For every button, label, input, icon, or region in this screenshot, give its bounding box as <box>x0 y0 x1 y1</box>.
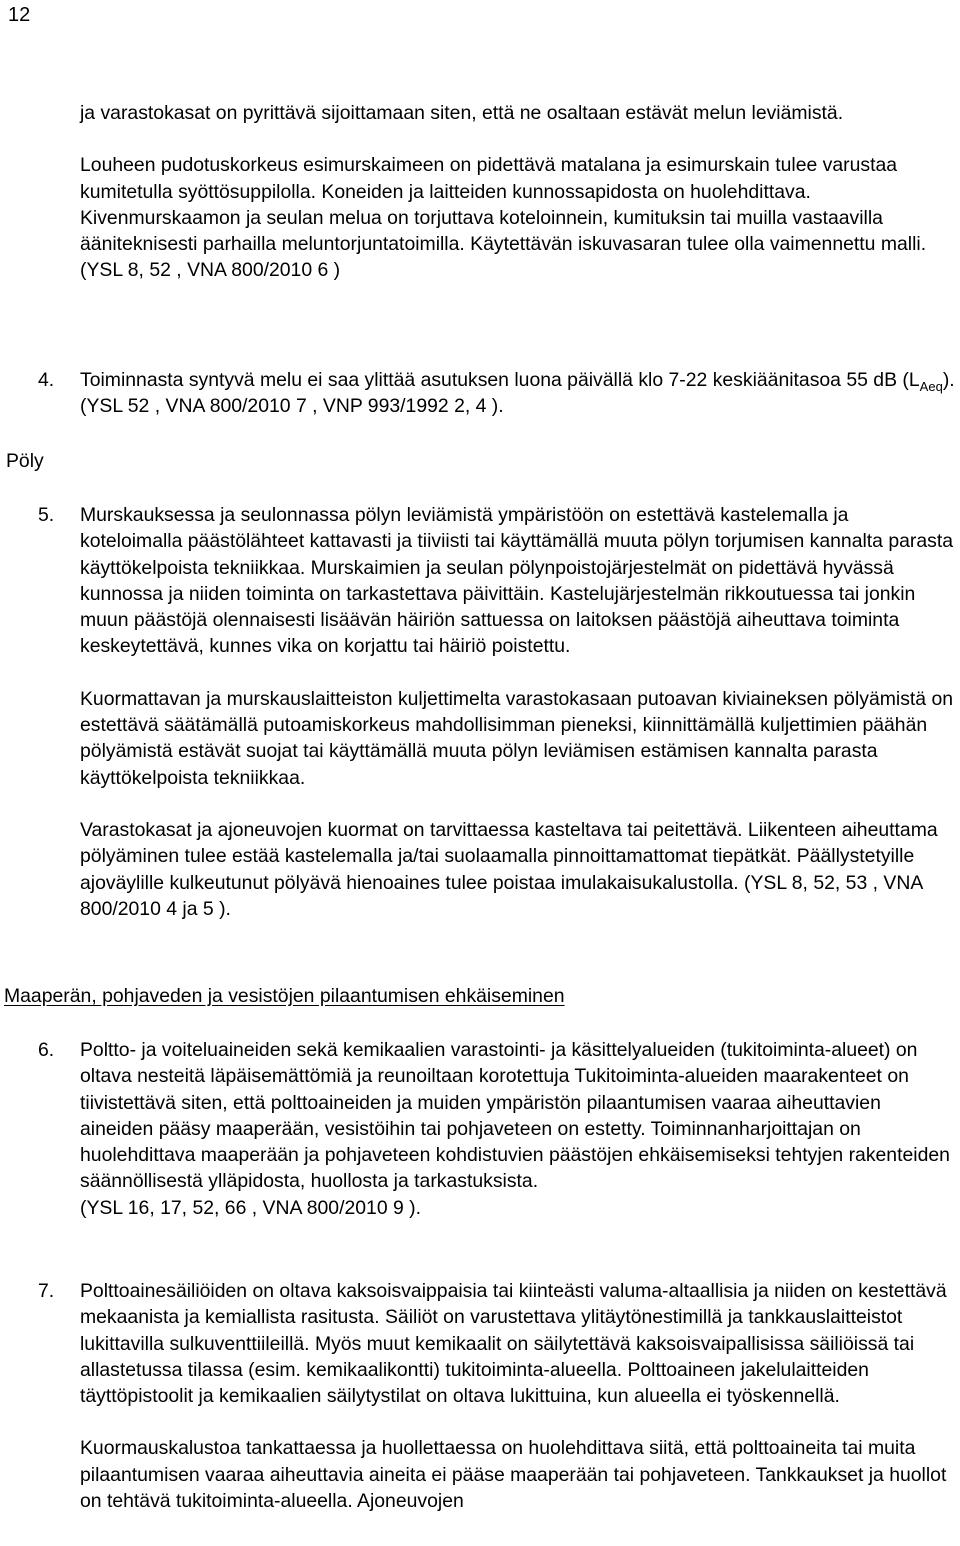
item-5-paragraph-3: Varastokasat ja ajoneuvojen kuormat on tarvittaessa kasteltava tai peitettävä. Liikenteen aiheuttama pölyäminen tulee estää kastelemalla ja/tai suolaamalla pinnoittamattomat tiepätkät. Päällystetyille ajoväylille kulkeutunut pölyävä hienoaines tulee poistaa imulakaisukalustolla. (YSL 8, 52, 53 , VNA 800/2010 4 ja 5 ). <box>80 818 938 920</box>
list-item-4 <box>38 367 956 420</box>
item-6-reference: (YSL 16, 17, 52, 66 , VNA 800/2010 9 ). <box>80 1196 422 1219</box>
item-7-paragraph-2: Kuormauskalustoa tankattaessa ja huollettaessa on huolehdittava siitä, että polttoaineita tai muita pilaantumisen vaaraa aiheuttavia aineita ei pääse maaperään tai pohjaveteen. Tankkaukset ja huollot on tehtävä tukitoiminta-alueella. Ajoneuvojen <box>80 1437 947 1513</box>
item-7-paragraph-1: Polttoainesäiliöiden on oltava kaksoisvaippaisia tai kiinteästi valuma-altaallisia ja niiden on kestettävä mekaanista ja kemiallista rasitusta. Säiliöt on varustettava ylitäytönestimillä ja tankkauslaitteistot lukittavilla sulkuventtiileillä. Myös muut kemikaalit on säilytettävä kaksoisvaipallisissa säiliöissä tai allastetussa tilassa (esim. kemikaalikontti) tukitoiminta-alueella. Polttoaineen jakelulaitteiden täyttöpistoolit ja kemikaalien säilytystilat on oltava lukittuina, kun alueella ei työskennellä. <box>80 1280 947 1408</box>
subscript-aeq: Aeq <box>919 378 943 394</box>
list-item-6 <box>38 1037 956 1221</box>
item-number: 4. <box>38 369 55 391</box>
list-item-7 <box>38 1278 956 1514</box>
intro-paragraph-2: Louheen pudotuskorkeus esimurskaimeen on pidettävä matalana ja esimurskain tulee varustaa kumitetulla syöttösuppilolla. Koneiden ja laitteiden kunnossapidosta on huolehdittava. Kivenmurskaamon ja seulan melua on torjuttava koteloinnein, kumituksin tai muilla vastaavilla ääniteknisesti parhailla meluntorjuntatoimilla. Käytettävän iskuvasaran tulee olla vaimennettu malli. (YSL 8, 52 , VNA 800/2010 6 ) <box>80 154 927 282</box>
item-5-paragraph-2: Kuormattavan ja murskauslaitteiston kuljettimelta varastokasaan putoavan kiviaineksen pölyämistä on estettävä säätämällä putoamiskorkeus mahdollisimman pieneksi, kiinnittämällä kuljettimien päähän pölyämistä estävät suojat tai käyttämällä muuta pölyn leviämisen estämisen kannalta parasta käyttökelpoista tekniikkaa. <box>80 687 954 789</box>
intro-paragraph-1: ja varastokasat on pyrittävä sijoittamaan siten, että ne osaltaan estävät melun leviämistä. <box>80 102 844 124</box>
page-number: 12 <box>8 4 31 26</box>
intro-section <box>80 100 956 284</box>
item-number: 5. <box>38 504 55 526</box>
list-item-5 <box>38 502 956 922</box>
item-number: 7. <box>38 1280 55 1302</box>
item-6-text: Poltto- ja voiteluaineiden sekä kemikaalien varastointi- ja käsittelyalueiden (tukitoiminta-alueet) on oltava nesteitä läpäisemättömiä ja reunoiltaan korotettuja Tukitoiminta-alueiden maarakenteet on tiivistettävä siten, että polttoaineiden ja muiden ympäristön pilaantumisen vaaraa aiheuttavien aineiden pääsy maaperään, vesistöihin tai pohjaveteen on estetty. Toiminnanharjoittajan on huolehdittava maaperään ja pohjaveteen kohdistuvien päästöjen ehkäisemiseksi tehtyjen rakenteiden säännöllisestä ylläpidosta, huollosta ja tarkastuksista. <box>80 1039 950 1193</box>
item-number: 6. <box>38 1039 55 1061</box>
section-heading: Maaperän, pohjaveden ja vesistöjen pilaantumisen ehkäiseminen <box>4 985 565 1007</box>
item-text: Toiminnasta syntyvä melu ei saa ylittää asutuksen luona päivällä klo 7-22 keskiäänitasoa 55 dB $(L_{Aeq})$. (YSL 52 , VNA 800/2010 7 , VNP 993/1992 2, 4 ). <box>80 369 955 418</box>
side-label-poly: Pöly <box>6 450 44 472</box>
item-5-paragraph-1: Murskauksessa ja seulonnassa pölyn leviämistä ympäristöön on estettävä kastelemalla ja koteloimalla päästölähteet kattavasti ja tiiviisti tai käyttämällä muuta pölyn torjumisen kannalta parasta käyttökelpoista tekniikkaa. Murskaimien ja seulan pölynpoistojärjestelmät on pidettävä hyvässä kunnossa ja niiden toiminta on tarkastettava päivittäin. Kastelujärjestelmän rikkoutuessa tai jonkin muun päästöjä olennaisesti lisäävän häiriön sattuessa on laitoksen päästöjä aiheuttava toiminta keskeytettävä, kunnes vika on korjattu tai häiriö poistettu. <box>80 504 954 658</box>
